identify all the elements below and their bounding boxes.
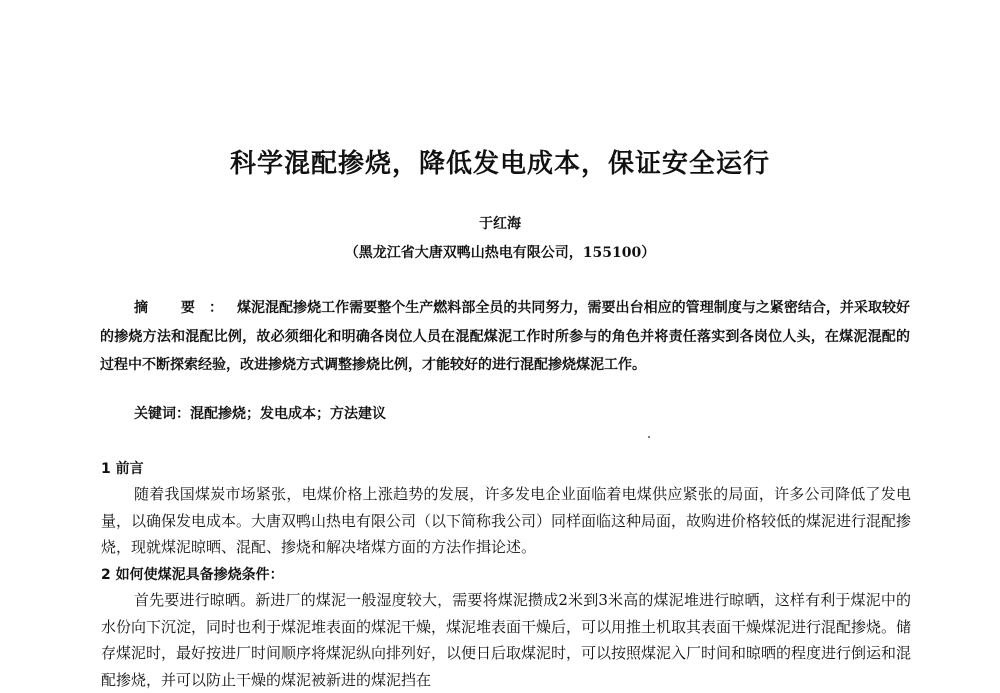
author-affiliation: （黑龙江省大唐双鸭山热电有限公司，155100） — [344, 245, 656, 261]
abstract-text: 煤泥混配掺烧工作需要整个生产燃料部全员的共同努力，需要出台相应的管理制度与之紧密结合，并采取较好的掺烧方法和混配比例，故必须细化和明确各岗位人员在混配煤泥工作时所参与的角色并将责任落实到各岗位人头，在煤泥混配的过程中不断探索经验，改进掺烧方式调整掺烧比例，才能较好的进行混配掺烧煤泥工作。 — [100, 300, 911, 373]
abstract-label: 摘 要： — [134, 300, 237, 316]
keywords — [134, 404, 386, 424]
stray-dot-mark — [648, 436, 650, 438]
abstract — [100, 294, 910, 380]
author-name: 于红海 — [479, 216, 521, 232]
keywords-label: 关键词： — [134, 406, 190, 422]
paper-title: 科学混配掺烧，降低发电成本，保证安全运行 — [229, 149, 770, 179]
section-heading-conditions: 2 如何使煤泥具备掺烧条件： — [101, 567, 284, 583]
keywords-text: 混配掺烧；发电成本；方法建议 — [190, 406, 386, 422]
section-heading-introduction: 1 前言 — [101, 461, 144, 477]
section-paragraph-conditions: 首先要进行晾晒。新进厂的煤泥一般湿度较大，需要将煤泥攒成2米到3米高的煤泥堆进行晾晒，这样有利于煤泥中的水份向下沉淀，同时也利于煤泥堆表面的煤泥干燥，煤泥堆表面干燥后，可以用推土机取其表面干燥煤泥进行混配掺烧。储存煤泥时，最好按进厂时间顺序将煤泥纵向排列好，以便日后取煤泥时，可以按照煤泥入厂时间和晾晒的程度进行倒运和混配掺烧，并可以防止干燥的煤泥被新进的煤泥挡在 — [101, 591, 912, 689]
section-paragraph-introduction: 随着我国煤炭市场紧张，电煤价格上涨趋势的发展，许多发电企业面临着电煤供应紧张的局面，许多公司降低了发电量，以确保发电成本。大唐双鸭山热电有限公司（以下简称我公司）同样面临这种局面，故购进价格较低的煤泥进行混配掺烧，现就煤泥晾晒、混配、掺烧和解决堵煤方面的方法作揖论述。 — [101, 485, 912, 556]
